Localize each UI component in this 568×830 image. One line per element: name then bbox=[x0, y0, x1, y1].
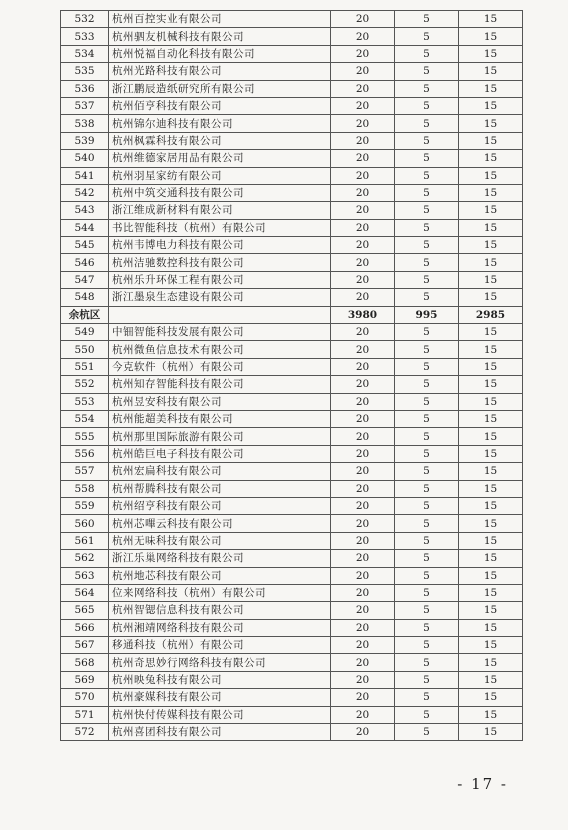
value-c-cell: 15 bbox=[459, 567, 523, 584]
value-c-cell: 15 bbox=[459, 28, 523, 45]
company-name-cell: 杭州湘靖网络科技有限公司 bbox=[109, 619, 331, 636]
value-b-cell: 995 bbox=[395, 306, 459, 323]
value-b-cell: 5 bbox=[395, 219, 459, 236]
company-name-cell: 杭州快付传媒科技有限公司 bbox=[109, 706, 331, 723]
value-c-cell: 15 bbox=[459, 97, 523, 114]
table-row bbox=[61, 480, 523, 497]
table-row bbox=[61, 184, 523, 201]
value-c-cell: 15 bbox=[459, 219, 523, 236]
company-table bbox=[60, 10, 523, 741]
value-a-cell: 20 bbox=[331, 45, 395, 62]
table-row bbox=[61, 619, 523, 636]
row-number-cell: 569 bbox=[61, 671, 109, 688]
company-name-cell: 杭州能超美科技有限公司 bbox=[109, 410, 331, 427]
value-b-cell: 5 bbox=[395, 689, 459, 706]
table-row bbox=[61, 150, 523, 167]
value-c-cell: 15 bbox=[459, 497, 523, 514]
value-c-cell: 15 bbox=[459, 115, 523, 132]
value-c-cell: 15 bbox=[459, 11, 523, 28]
value-b-cell: 5 bbox=[395, 184, 459, 201]
value-c-cell: 15 bbox=[459, 428, 523, 445]
company-table-body bbox=[61, 11, 523, 741]
value-c-cell: 15 bbox=[459, 80, 523, 97]
row-number-cell: 558 bbox=[61, 480, 109, 497]
value-c-cell: 15 bbox=[459, 532, 523, 549]
company-name-cell: 浙江墨泉生态建设有限公司 bbox=[109, 289, 331, 306]
value-c-cell: 15 bbox=[459, 671, 523, 688]
company-name-cell: 杭州芯嗶云科技有限公司 bbox=[109, 515, 331, 532]
company-name-cell: 杭州羽星家纺有限公司 bbox=[109, 167, 331, 184]
company-name-cell: 杭州洁驰数控科技有限公司 bbox=[109, 254, 331, 271]
company-name-cell: 杭州光路科技有限公司 bbox=[109, 63, 331, 80]
value-c-cell: 15 bbox=[459, 202, 523, 219]
company-name-cell: 杭州地芯科技有限公司 bbox=[109, 567, 331, 584]
value-b-cell: 5 bbox=[395, 724, 459, 741]
value-b-cell: 5 bbox=[395, 45, 459, 62]
value-c-cell: 15 bbox=[459, 724, 523, 741]
table-row bbox=[61, 567, 523, 584]
value-c-cell: 15 bbox=[459, 637, 523, 654]
row-number-cell: 565 bbox=[61, 602, 109, 619]
company-name-cell: 杭州帮腾科技有限公司 bbox=[109, 480, 331, 497]
value-a-cell: 20 bbox=[331, 619, 395, 636]
value-b-cell: 5 bbox=[395, 254, 459, 271]
company-name-cell: 杭州中筑交通科技有限公司 bbox=[109, 184, 331, 201]
row-number-cell: 560 bbox=[61, 515, 109, 532]
value-a-cell: 20 bbox=[331, 567, 395, 584]
value-a-cell: 20 bbox=[331, 637, 395, 654]
row-number-cell: 553 bbox=[61, 393, 109, 410]
value-a-cell: 20 bbox=[331, 515, 395, 532]
company-name-cell: 杭州驷友机械科技有限公司 bbox=[109, 28, 331, 45]
table-row bbox=[61, 584, 523, 601]
table-row bbox=[61, 11, 523, 28]
row-number-cell: 554 bbox=[61, 410, 109, 427]
table-row bbox=[61, 376, 523, 393]
value-b-cell: 5 bbox=[395, 97, 459, 114]
row-number-cell: 549 bbox=[61, 324, 109, 341]
row-number-cell: 571 bbox=[61, 706, 109, 723]
value-c-cell: 15 bbox=[459, 584, 523, 601]
value-c-cell: 2985 bbox=[459, 306, 523, 323]
table-row bbox=[61, 515, 523, 532]
value-b-cell: 5 bbox=[395, 671, 459, 688]
value-c-cell: 15 bbox=[459, 63, 523, 80]
value-b-cell: 5 bbox=[395, 445, 459, 462]
value-b-cell: 5 bbox=[395, 393, 459, 410]
value-c-cell: 15 bbox=[459, 480, 523, 497]
company-name-cell: 杭州百控实业有限公司 bbox=[109, 11, 331, 28]
value-a-cell: 20 bbox=[331, 584, 395, 601]
value-a-cell: 20 bbox=[331, 237, 395, 254]
row-number-cell: 542 bbox=[61, 184, 109, 201]
value-b-cell: 5 bbox=[395, 28, 459, 45]
value-a-cell: 20 bbox=[331, 115, 395, 132]
company-name-cell: 杭州奇思妙行网络科技有限公司 bbox=[109, 654, 331, 671]
table-row bbox=[61, 654, 523, 671]
row-number-cell: 562 bbox=[61, 550, 109, 567]
value-a-cell: 20 bbox=[331, 497, 395, 514]
value-a-cell: 20 bbox=[331, 428, 395, 445]
company-name-cell: 杭州韦博电力科技有限公司 bbox=[109, 237, 331, 254]
table-row bbox=[61, 97, 523, 114]
table-row bbox=[61, 637, 523, 654]
table-row bbox=[61, 706, 523, 723]
value-c-cell: 15 bbox=[459, 254, 523, 271]
table-row bbox=[61, 532, 523, 549]
table-row bbox=[61, 271, 523, 288]
value-b-cell: 5 bbox=[395, 289, 459, 306]
value-a-cell: 20 bbox=[331, 254, 395, 271]
row-number-cell: 550 bbox=[61, 341, 109, 358]
value-a-cell: 20 bbox=[331, 132, 395, 149]
value-c-cell: 15 bbox=[459, 184, 523, 201]
value-a-cell: 20 bbox=[331, 376, 395, 393]
table-row bbox=[61, 341, 523, 358]
row-number-cell: 539 bbox=[61, 132, 109, 149]
company-name-cell: 杭州悦福自动化科技有限公司 bbox=[109, 45, 331, 62]
value-c-cell: 15 bbox=[459, 445, 523, 462]
row-number-cell: 572 bbox=[61, 724, 109, 741]
table-row bbox=[61, 497, 523, 514]
value-b-cell: 5 bbox=[395, 341, 459, 358]
value-c-cell: 15 bbox=[459, 410, 523, 427]
company-name-cell: 杭州豪媒科技有限公司 bbox=[109, 689, 331, 706]
table-row bbox=[61, 550, 523, 567]
value-a-cell: 20 bbox=[331, 480, 395, 497]
value-b-cell: 5 bbox=[395, 11, 459, 28]
table-row bbox=[61, 602, 523, 619]
table-row bbox=[61, 219, 523, 236]
value-b-cell: 5 bbox=[395, 410, 459, 427]
value-b-cell: 5 bbox=[395, 271, 459, 288]
value-a-cell: 20 bbox=[331, 445, 395, 462]
company-name-cell: 杭州维德家居用品有限公司 bbox=[109, 150, 331, 167]
value-c-cell: 15 bbox=[459, 341, 523, 358]
value-c-cell: 15 bbox=[459, 654, 523, 671]
row-number-cell: 570 bbox=[61, 689, 109, 706]
value-b-cell: 5 bbox=[395, 706, 459, 723]
value-b-cell: 5 bbox=[395, 115, 459, 132]
value-a-cell: 20 bbox=[331, 410, 395, 427]
row-number-cell: 538 bbox=[61, 115, 109, 132]
company-name-cell: 浙江乐巢网络科技有限公司 bbox=[109, 550, 331, 567]
value-b-cell: 5 bbox=[395, 150, 459, 167]
row-number-cell: 559 bbox=[61, 497, 109, 514]
company-name-cell: 杭州无味科技有限公司 bbox=[109, 532, 331, 549]
row-number-cell: 544 bbox=[61, 219, 109, 236]
company-name-cell: 杭州知存智能科技有限公司 bbox=[109, 376, 331, 393]
value-a-cell: 20 bbox=[331, 184, 395, 201]
value-c-cell: 15 bbox=[459, 271, 523, 288]
value-a-cell: 20 bbox=[331, 550, 395, 567]
row-number-cell: 567 bbox=[61, 637, 109, 654]
table-row bbox=[61, 80, 523, 97]
value-c-cell: 15 bbox=[459, 393, 523, 410]
company-name-cell: 杭州喜团科技有限公司 bbox=[109, 724, 331, 741]
company-name-cell: 浙江维成新材料有限公司 bbox=[109, 202, 331, 219]
value-a-cell: 20 bbox=[331, 532, 395, 549]
row-number-cell: 536 bbox=[61, 80, 109, 97]
table-row bbox=[61, 358, 523, 375]
row-number-cell: 555 bbox=[61, 428, 109, 445]
value-a-cell: 20 bbox=[331, 28, 395, 45]
value-b-cell: 5 bbox=[395, 358, 459, 375]
row-number-cell: 561 bbox=[61, 532, 109, 549]
row-number-cell: 552 bbox=[61, 376, 109, 393]
value-c-cell: 15 bbox=[459, 150, 523, 167]
value-c-cell: 15 bbox=[459, 45, 523, 62]
row-number-cell: 548 bbox=[61, 289, 109, 306]
value-b-cell: 5 bbox=[395, 567, 459, 584]
company-name-cell: 杭州锦尔迪科技有限公司 bbox=[109, 115, 331, 132]
company-name-cell: 杭州绍亨科技有限公司 bbox=[109, 497, 331, 514]
row-number-cell: 568 bbox=[61, 654, 109, 671]
table-row bbox=[61, 463, 523, 480]
value-a-cell: 20 bbox=[331, 167, 395, 184]
table-row bbox=[61, 428, 523, 445]
value-b-cell: 5 bbox=[395, 480, 459, 497]
value-b-cell: 5 bbox=[395, 550, 459, 567]
value-c-cell: 15 bbox=[459, 619, 523, 636]
company-name-cell: 杭州佰亨科技有限公司 bbox=[109, 97, 331, 114]
value-a-cell: 20 bbox=[331, 654, 395, 671]
table-row bbox=[61, 393, 523, 410]
company-name-cell: 杭州昱安科技有限公司 bbox=[109, 393, 331, 410]
row-number-cell: 534 bbox=[61, 45, 109, 62]
company-name-cell: 杭州宏扁科技有限公司 bbox=[109, 463, 331, 480]
value-a-cell: 20 bbox=[331, 602, 395, 619]
row-number-cell: 541 bbox=[61, 167, 109, 184]
value-b-cell: 5 bbox=[395, 515, 459, 532]
company-name-cell: 杭州智锶信息科技有限公司 bbox=[109, 602, 331, 619]
value-a-cell: 20 bbox=[331, 63, 395, 80]
value-b-cell: 5 bbox=[395, 202, 459, 219]
value-b-cell: 5 bbox=[395, 497, 459, 514]
row-number-cell: 537 bbox=[61, 97, 109, 114]
table-row bbox=[61, 63, 523, 80]
value-c-cell: 15 bbox=[459, 550, 523, 567]
row-number-cell: 551 bbox=[61, 358, 109, 375]
value-c-cell: 15 bbox=[459, 706, 523, 723]
row-number-cell: 546 bbox=[61, 254, 109, 271]
value-a-cell: 20 bbox=[331, 358, 395, 375]
value-b-cell: 5 bbox=[395, 463, 459, 480]
value-b-cell: 5 bbox=[395, 80, 459, 97]
table-row bbox=[61, 671, 523, 688]
value-a-cell: 20 bbox=[331, 671, 395, 688]
district-label-cell: 余杭区 bbox=[61, 306, 109, 323]
table-row bbox=[61, 324, 523, 341]
table-row bbox=[61, 254, 523, 271]
value-b-cell: 5 bbox=[395, 428, 459, 445]
value-b-cell: 5 bbox=[395, 602, 459, 619]
value-b-cell: 5 bbox=[395, 376, 459, 393]
value-c-cell: 15 bbox=[459, 515, 523, 532]
row-number-cell: 563 bbox=[61, 567, 109, 584]
value-a-cell: 20 bbox=[331, 289, 395, 306]
value-a-cell: 20 bbox=[331, 271, 395, 288]
company-name-cell: 杭州乐升环保工程有限公司 bbox=[109, 271, 331, 288]
value-c-cell: 15 bbox=[459, 167, 523, 184]
row-number-cell: 547 bbox=[61, 271, 109, 288]
value-b-cell: 5 bbox=[395, 167, 459, 184]
table-row bbox=[61, 289, 523, 306]
table-row bbox=[61, 115, 523, 132]
row-number-cell: 533 bbox=[61, 28, 109, 45]
company-name-cell: 浙江鹏辰造纸研究所有限公司 bbox=[109, 80, 331, 97]
company-name-cell: 杭州枫霖科技有限公司 bbox=[109, 132, 331, 149]
value-c-cell: 15 bbox=[459, 463, 523, 480]
value-a-cell: 20 bbox=[331, 97, 395, 114]
value-a-cell: 20 bbox=[331, 324, 395, 341]
table-row bbox=[61, 28, 523, 45]
value-a-cell: 20 bbox=[331, 11, 395, 28]
value-b-cell: 5 bbox=[395, 237, 459, 254]
value-b-cell: 5 bbox=[395, 619, 459, 636]
value-b-cell: 5 bbox=[395, 654, 459, 671]
value-a-cell: 3980 bbox=[331, 306, 395, 323]
table-row bbox=[61, 724, 523, 741]
page-number: - 17 - bbox=[457, 775, 508, 793]
table-row bbox=[61, 237, 523, 254]
row-number-cell: 566 bbox=[61, 619, 109, 636]
value-a-cell: 20 bbox=[331, 150, 395, 167]
company-name-cell: 书比智能科技（杭州）有限公司 bbox=[109, 219, 331, 236]
value-c-cell: 15 bbox=[459, 602, 523, 619]
value-c-cell: 15 bbox=[459, 237, 523, 254]
row-number-cell: 543 bbox=[61, 202, 109, 219]
company-name-cell: 今克软件（杭州）有限公司 bbox=[109, 358, 331, 375]
value-c-cell: 15 bbox=[459, 289, 523, 306]
value-a-cell: 20 bbox=[331, 393, 395, 410]
table-row bbox=[61, 202, 523, 219]
row-number-cell: 532 bbox=[61, 11, 109, 28]
row-number-cell: 556 bbox=[61, 445, 109, 462]
table-row bbox=[61, 132, 523, 149]
row-number-cell: 564 bbox=[61, 584, 109, 601]
value-b-cell: 5 bbox=[395, 324, 459, 341]
row-number-cell: 545 bbox=[61, 237, 109, 254]
value-b-cell: 5 bbox=[395, 584, 459, 601]
value-b-cell: 5 bbox=[395, 63, 459, 80]
value-c-cell: 15 bbox=[459, 132, 523, 149]
value-c-cell: 15 bbox=[459, 376, 523, 393]
value-b-cell: 5 bbox=[395, 637, 459, 654]
table-row bbox=[61, 45, 523, 62]
company-name-cell: 位来网络科技（杭州）有限公司 bbox=[109, 584, 331, 601]
table-row bbox=[61, 689, 523, 706]
company-name-cell: 杭州微鱼信息技术有限公司 bbox=[109, 341, 331, 358]
value-c-cell: 15 bbox=[459, 689, 523, 706]
company-name-cell: 移通科技（杭州）有限公司 bbox=[109, 637, 331, 654]
company-name-cell: 杭州皓巨电子科技有限公司 bbox=[109, 445, 331, 462]
value-a-cell: 20 bbox=[331, 202, 395, 219]
value-a-cell: 20 bbox=[331, 706, 395, 723]
value-c-cell: 15 bbox=[459, 324, 523, 341]
section-row bbox=[61, 306, 523, 323]
value-c-cell: 15 bbox=[459, 358, 523, 375]
row-number-cell: 535 bbox=[61, 63, 109, 80]
value-a-cell: 20 bbox=[331, 219, 395, 236]
value-b-cell: 5 bbox=[395, 532, 459, 549]
table-row bbox=[61, 167, 523, 184]
value-a-cell: 20 bbox=[331, 463, 395, 480]
value-a-cell: 20 bbox=[331, 724, 395, 741]
table-row bbox=[61, 445, 523, 462]
row-number-cell: 557 bbox=[61, 463, 109, 480]
company-name-cell: 杭州映兔科技有限公司 bbox=[109, 671, 331, 688]
company-name-cell: 中钿智能科技发展有限公司 bbox=[109, 324, 331, 341]
table-row bbox=[61, 410, 523, 427]
company-name-cell: 杭州那里国际旅游有限公司 bbox=[109, 428, 331, 445]
value-a-cell: 20 bbox=[331, 341, 395, 358]
row-number-cell: 540 bbox=[61, 150, 109, 167]
value-a-cell: 20 bbox=[331, 689, 395, 706]
value-b-cell: 5 bbox=[395, 132, 459, 149]
company-name-cell bbox=[109, 306, 331, 323]
value-a-cell: 20 bbox=[331, 80, 395, 97]
